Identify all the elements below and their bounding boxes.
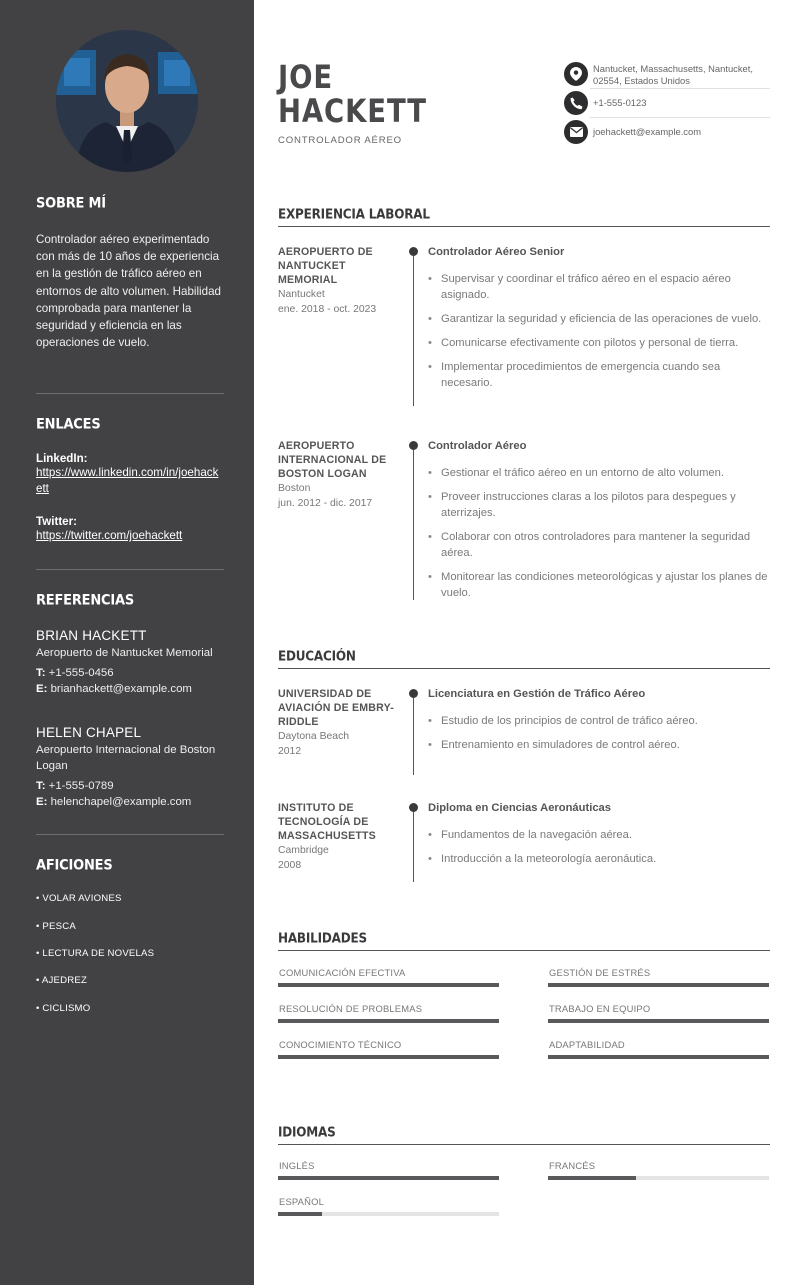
- skill-item: [548, 967, 769, 987]
- skill-item: [548, 1039, 769, 1059]
- language-label: FRANCÉS: [549, 1160, 596, 1171]
- skill-bar-fill: [278, 983, 499, 987]
- skill-bar-fill: [278, 1019, 499, 1023]
- timeline-line: [413, 693, 414, 775]
- contact-phone: [564, 91, 770, 115]
- about-section: [36, 195, 224, 210]
- skill-item: [278, 1003, 499, 1023]
- skill-bar-fill: [548, 1019, 769, 1023]
- about-text: Controlador aéreo experimentado con más de 10 años de experiencia en la gestión de tráfico aéreo en entornos de alto volumen. Habilidad comprobada para mantener la seguridad y eficiencia en las operaciones de vuelo.: [36, 233, 221, 350]
- contact-separator: [590, 88, 770, 89]
- experience-title: EXPERIENCIA LABORAL: [278, 206, 770, 227]
- twitter-link[interactable]: https://twitter.com/joehackett: [36, 529, 183, 542]
- skill-bar: [548, 1019, 769, 1023]
- twitter-label: Twitter:: [36, 515, 78, 528]
- skill-bar-fill: [548, 983, 769, 987]
- links-title: ENLACES: [36, 416, 101, 433]
- contact-address: [564, 62, 770, 87]
- hobby-item: • VOLAR AVIONES: [36, 893, 122, 904]
- graduation-year: 2012: [278, 746, 302, 757]
- skill-item: [278, 967, 499, 987]
- school-name: UNIVERSIDAD DE AVIACIÓN DE EMBRY-RIDDLE: [278, 688, 395, 728]
- skill-bar: [278, 1019, 499, 1023]
- language-item: [548, 1160, 769, 1180]
- sidebar-divider: [36, 393, 224, 394]
- reference-phone-line: T: +1-555-0456: [36, 667, 114, 679]
- sidebar-divider: [36, 834, 224, 835]
- references-section: [36, 592, 224, 607]
- envelope-icon: [564, 120, 588, 144]
- education-title: EDUCACIÓN: [278, 648, 770, 669]
- reference-item: [36, 628, 224, 697]
- skill-label: CONOCIMIENTO TÉCNICO: [279, 1039, 402, 1050]
- twitter-link-block: [36, 515, 224, 544]
- degree-title: Diploma en Ciencias Aeronáuticas: [428, 802, 611, 814]
- address-text: Nantucket, Massachusetts, Nantucket, 02554, Estados Unidos: [593, 63, 753, 86]
- reference-email[interactable]: helenchapel@example.com: [50, 796, 192, 808]
- duty-item: • Garantizar la seguridad y eficiencia de las operaciones de vuelo.: [428, 311, 770, 327]
- position-title: Controlador Aéreo Senior: [428, 246, 565, 258]
- skill-label: GESTIÓN DE ESTRÉS: [549, 967, 651, 978]
- hobbies-section: [36, 857, 224, 872]
- skill-bar: [548, 983, 769, 987]
- name-last: HACKETT: [278, 92, 427, 130]
- employer-location: Boston: [278, 483, 311, 494]
- skill-bar: [278, 1055, 499, 1059]
- contact-email: [564, 120, 770, 144]
- school-name: INSTITUTO DE TECNOLOGÍA DE MASSACHUSETTS: [278, 802, 376, 842]
- duty-item: • Proveer instrucciones claras a los pilotos para despegues y aterrizajes.: [428, 489, 770, 521]
- reference-name: BRIAN HACKETT: [36, 628, 147, 643]
- degree-title: Licenciatura en Gestión de Tráfico Aéreo: [428, 688, 646, 700]
- hobby-item: • PESCA: [36, 921, 76, 932]
- duty-item: • Gestionar el tráfico aéreo en un entorno de alto volumen.: [428, 465, 770, 481]
- employer-name: AEROPUERTO INTERNACIONAL DE BOSTON LOGAN: [278, 440, 387, 480]
- name-first: JOE: [278, 58, 334, 96]
- hobby-item: • CICLISMO: [36, 1003, 91, 1014]
- reference-phone: +1-555-0789: [48, 780, 114, 792]
- reference-phone: +1-555-0456: [48, 667, 114, 679]
- duty-item: • Implementar procedimientos de emergencia cuando sea necesario.: [428, 359, 770, 391]
- skill-bar-fill: [548, 1055, 769, 1059]
- email-text[interactable]: joehackett@example.com: [593, 126, 702, 137]
- language-item: [278, 1160, 499, 1180]
- phone-icon: [564, 91, 588, 115]
- contact-separator: [590, 117, 770, 118]
- reference-phone-line: T: +1-555-0789: [36, 780, 114, 792]
- timeline-line: [413, 251, 414, 406]
- skill-bar: [278, 983, 499, 987]
- timeline-dot: [409, 247, 418, 256]
- links-section: [36, 416, 224, 431]
- profile-photo: [56, 30, 198, 172]
- linkedin-link[interactable]: https://www.linkedin.com/in/joehackett: [36, 466, 219, 495]
- employer-location: Nantucket: [278, 289, 325, 300]
- school-location: Cambridge: [278, 845, 329, 856]
- language-label: ESPAÑOL: [279, 1196, 324, 1207]
- about-title: SOBRE MÍ: [36, 195, 106, 212]
- timeline-line: [413, 807, 414, 882]
- language-bar-fill: [278, 1176, 499, 1180]
- position-title: Controlador Aéreo: [428, 440, 527, 452]
- hobbies-title: AFICIONES: [36, 857, 113, 874]
- language-bar: [278, 1212, 499, 1216]
- reference-email-line: E: helenchapel@example.com: [36, 796, 192, 808]
- linkedin-label: LinkedIn:: [36, 452, 88, 465]
- employment-dates: jun. 2012 - dic. 2017: [278, 498, 373, 509]
- references-title: REFERENCIAS: [36, 592, 135, 609]
- reference-email[interactable]: brianhackett@example.com: [50, 683, 192, 695]
- school-location: Daytona Beach: [278, 731, 350, 742]
- reference-org: Aeropuerto de Nantucket Memorial: [36, 647, 213, 659]
- full-name: [278, 60, 427, 128]
- skill-label: COMUNICACIÓN EFECTIVA: [279, 967, 406, 978]
- graduation-year: 2008: [278, 860, 302, 871]
- duty-item: • Monitorear las condiciones meteorológicas y ajustar los planes de vuelo.: [428, 569, 770, 601]
- skill-bar-fill: [278, 1055, 499, 1059]
- skill-label: ADAPTABILIDAD: [549, 1039, 625, 1050]
- reference-org: Aeropuerto Internacional de Boston Logan: [36, 744, 216, 772]
- phone-text: +1-555-0123: [593, 97, 647, 108]
- hobby-item: • LECTURA DE NOVELAS: [36, 948, 155, 959]
- hobby-item: • AJEDREZ: [36, 975, 88, 986]
- study-item: • Estudio de los principios de control de tráfico aéreo.: [428, 713, 770, 729]
- timeline-dot: [409, 803, 418, 812]
- language-item: [278, 1196, 499, 1216]
- duty-item: • Supervisar y coordinar el tráfico aéreo en el espacio aéreo asignado.: [428, 271, 770, 303]
- employer-name: AEROPUERTO DE NANTUCKET MEMORIAL: [278, 246, 373, 286]
- language-bar-fill: [548, 1176, 636, 1180]
- language-bar: [548, 1176, 769, 1180]
- skills-title: HABILIDADES: [278, 930, 770, 951]
- languages-title: IDIOMAS: [278, 1124, 770, 1145]
- duty-item: • Colaborar con otros controladores para mantener la seguridad aérea.: [428, 529, 770, 561]
- language-bar: [278, 1176, 499, 1180]
- location-pin-icon: [564, 62, 588, 86]
- employment-dates: ene. 2018 - oct. 2023: [278, 304, 377, 315]
- reference-item: [36, 725, 224, 810]
- study-item: • Introducción a la meteorología aeronáutica.: [428, 851, 770, 867]
- job-title: CONTROLADOR AÉREO: [278, 135, 402, 146]
- skill-bar: [548, 1055, 769, 1059]
- study-item: • Fundamentos de la navegación aérea.: [428, 827, 770, 843]
- skill-label: TRABAJO EN EQUIPO: [549, 1003, 651, 1014]
- reference-name: HELEN CHAPEL: [36, 725, 142, 740]
- timeline-dot: [409, 441, 418, 450]
- duty-item: • Comunicarse efectivamente con pilotos y personal de tierra.: [428, 335, 770, 351]
- timeline-dot: [409, 689, 418, 698]
- language-bar-fill: [278, 1212, 322, 1216]
- study-item: • Entrenamiento en simuladores de control aéreo.: [428, 737, 770, 753]
- language-label: INGLÉS: [279, 1160, 315, 1171]
- linkedin-link-block: [36, 452, 224, 497]
- skill-item: [548, 1003, 769, 1023]
- skill-label: RESOLUCIÓN DE PROBLEMAS: [279, 1003, 423, 1014]
- reference-email-line: E: brianhackett@example.com: [36, 683, 192, 695]
- sidebar-divider: [36, 569, 224, 570]
- skill-item: [278, 1039, 499, 1059]
- timeline-line: [413, 445, 414, 600]
